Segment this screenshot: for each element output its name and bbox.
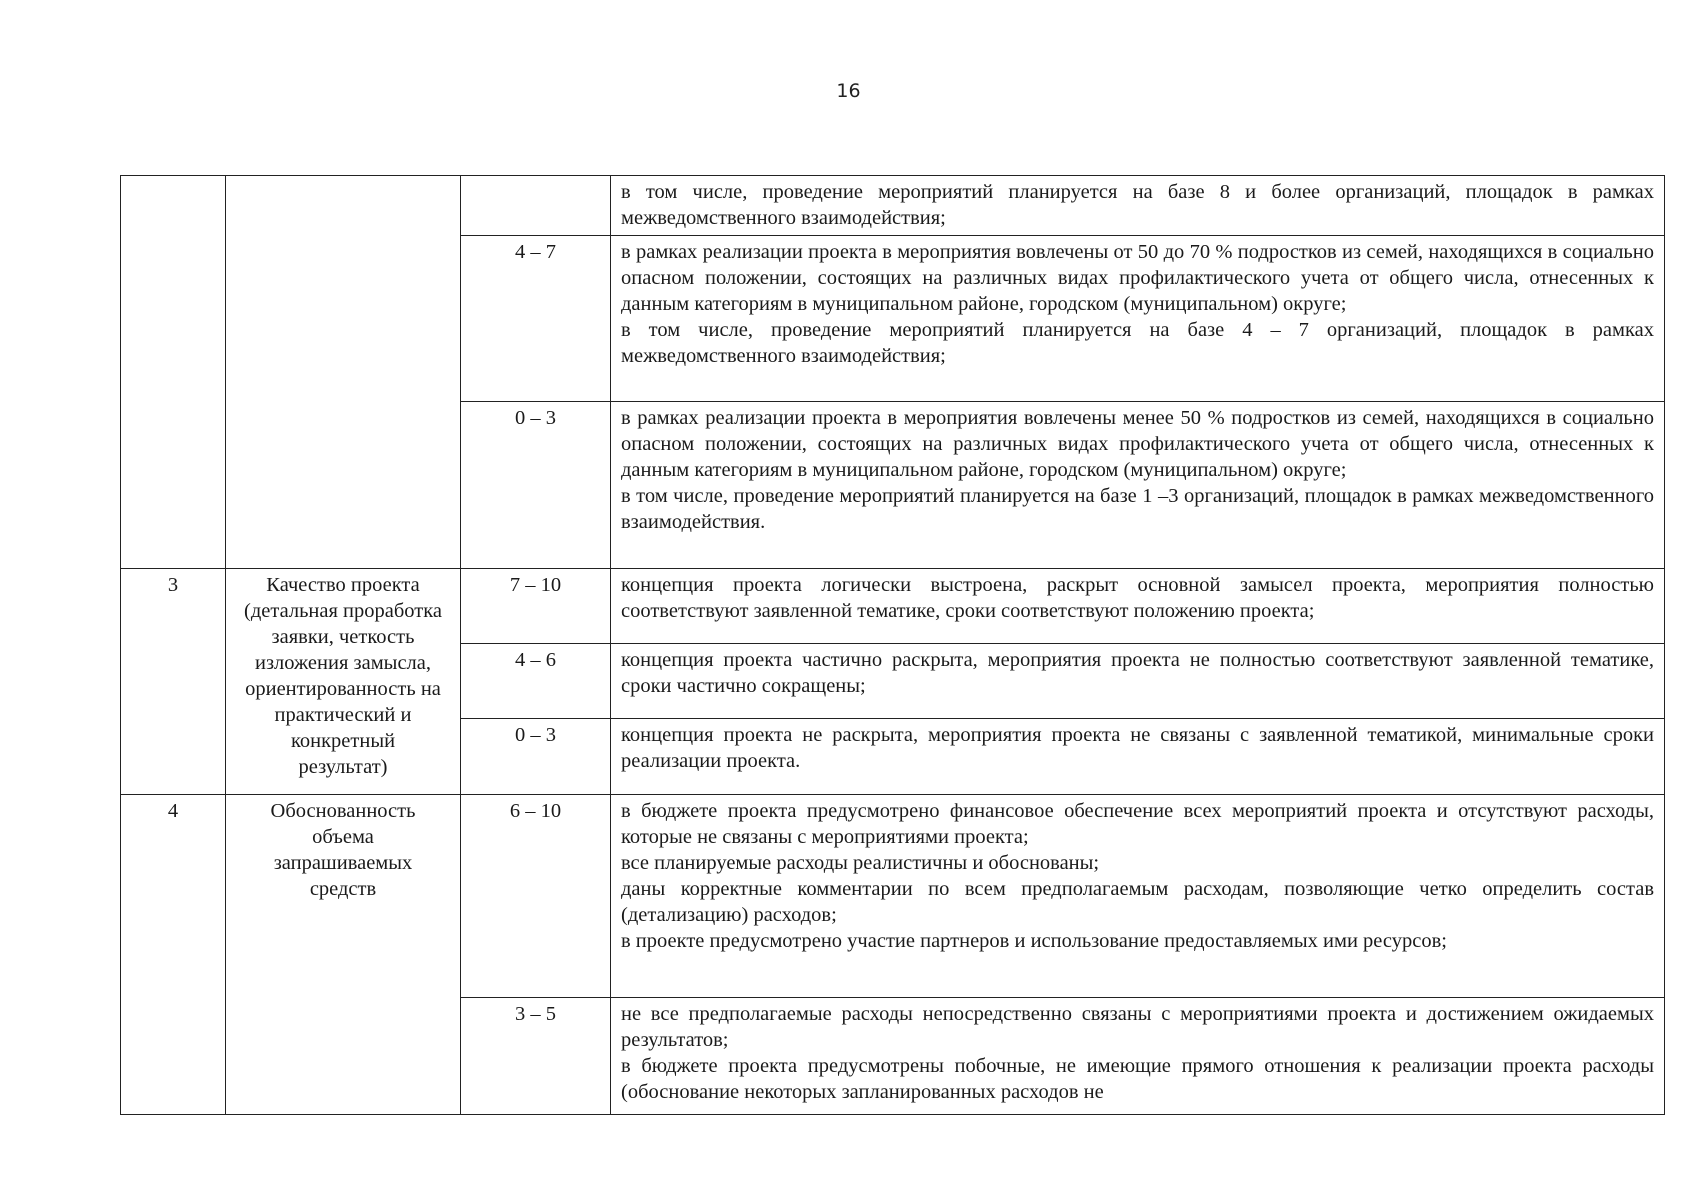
score-cell: 0 – 3 [461,719,611,794]
table-row [121,568,1665,643]
description-text: в рамках реализации проекта в мероприятия вовлечены менее 50 % подростков из семей, находящихся в социально опасном положении, состоящих на различных видах профилактического учета от общего числа, отнесенных к данным категориям в муниципальном районе, городском (муниципальном) округе; [621,407,1654,482]
score-cell: 4 – 6 [461,644,611,719]
description-cell [611,719,1665,794]
description-text: в том числе, проведение мероприятий планируется на базе 4 – 7 организаций, площадок в рамках межведомственного взаимодействия; [621,318,1654,367]
criterion-name-line: запрашиваемых [273,851,413,874]
description-cell [611,997,1665,1114]
score-cell: 4 – 7 [461,235,611,401]
criterion-name-cell [226,568,461,794]
description-text: в бюджете проекта предусмотрены побочные, не имеющие прямого отношения к реализации проекта расходы (обоснование некоторых запланированных расходов не [621,1054,1654,1103]
criterion-number-cell: 4 [121,794,226,1114]
description-cell [611,794,1665,997]
criterion-name-line: (детальная проработка [244,599,442,622]
description-text: даны корректные комментарии по всем предполагаемым расходам, позволяющие четко определить состав (детализацию) расходов; [621,877,1654,926]
criterion-name-line: результат) [298,755,388,778]
description-text: все планируемые расходы реалистичны и обоснованы; [621,851,1100,874]
description-cell [611,402,1665,568]
description-text: не все предполагаемые расходы непосредственно связаны с мероприятиями проекта и достижением ожидаемых результатов; [621,1002,1654,1051]
criterion-name-line: Качество проекта [266,573,420,596]
score-cell [461,176,611,236]
page-number: 16 [836,80,861,102]
description-cell [611,644,1665,719]
description-cell [611,176,1665,236]
criterion-name-line: заявки, четкость [271,625,415,648]
description-text: в рамках реализации проекта в мероприятия вовлечены от 50 до 70 % подростков из семей, находящихся в социально опасном положении, состоящих на различных видах профилактического учета от общего числа, отнесенных к данным категориям в муниципальном районе, городском (муниципальном) округе; [621,240,1654,315]
criterion-name-line: изложения замысла, [254,651,432,674]
description-cell [611,568,1665,643]
description-text: концепция проекта частично раскрыта, мероприятия проекта не полностью соответствуют заявленной тематике, сроки частично сокращены; [621,649,1654,698]
description-text: в том числе, проведение мероприятий планируется на базе 8 и более организаций, площадок в рамках межведомственного взаимодействия; [621,181,1654,229]
description-cell [611,235,1665,401]
criterion-name-line: объема [312,825,374,848]
criterion-number-cell [121,176,226,569]
score-cell: 7 – 10 [461,568,611,643]
description-text: концепция проекта не раскрыта, мероприятия проекта не связаны с заявленной тематикой, минимальные сроки реализации проекта. [621,724,1654,773]
score-cell: 0 – 3 [461,402,611,568]
description-text: в бюджете проекта предусмотрено финансовое обеспечение всех мероприятий проекта и отсутствуют расходы, которые не связаны с мероприятиями проекта; [621,799,1654,848]
evaluation-criteria-table [120,175,1665,1115]
table-row [121,176,1665,236]
criterion-name-line: ориентированность на [245,677,441,700]
table-row [121,794,1665,997]
description-text: в проекте предусмотрено участие партнеров и использование предоставляемых ими ресурсов; [621,929,1447,952]
criterion-name-cell [226,794,461,1114]
criterion-name-line: средств [309,877,377,900]
criterion-number-cell: 3 [121,568,226,794]
description-text: в том числе, проведение мероприятий планируется на базе 1 –3 организаций, площадок в рамках межведомственного взаимодействия. [621,485,1654,534]
criterion-name-cell [226,176,461,569]
criterion-name-line: конкретный [290,729,396,752]
score-cell: 6 – 10 [461,794,611,997]
criterion-name-line: Обоснованность [270,799,416,822]
description-text: концепция проекта логически выстроена, раскрыт основной замысел проекта, мероприятия полностью соответствуют заявленной тематике, сроки соответствуют положению проекта; [621,573,1654,622]
score-cell: 3 – 5 [461,997,611,1114]
criterion-name-line: практический и [274,703,412,726]
